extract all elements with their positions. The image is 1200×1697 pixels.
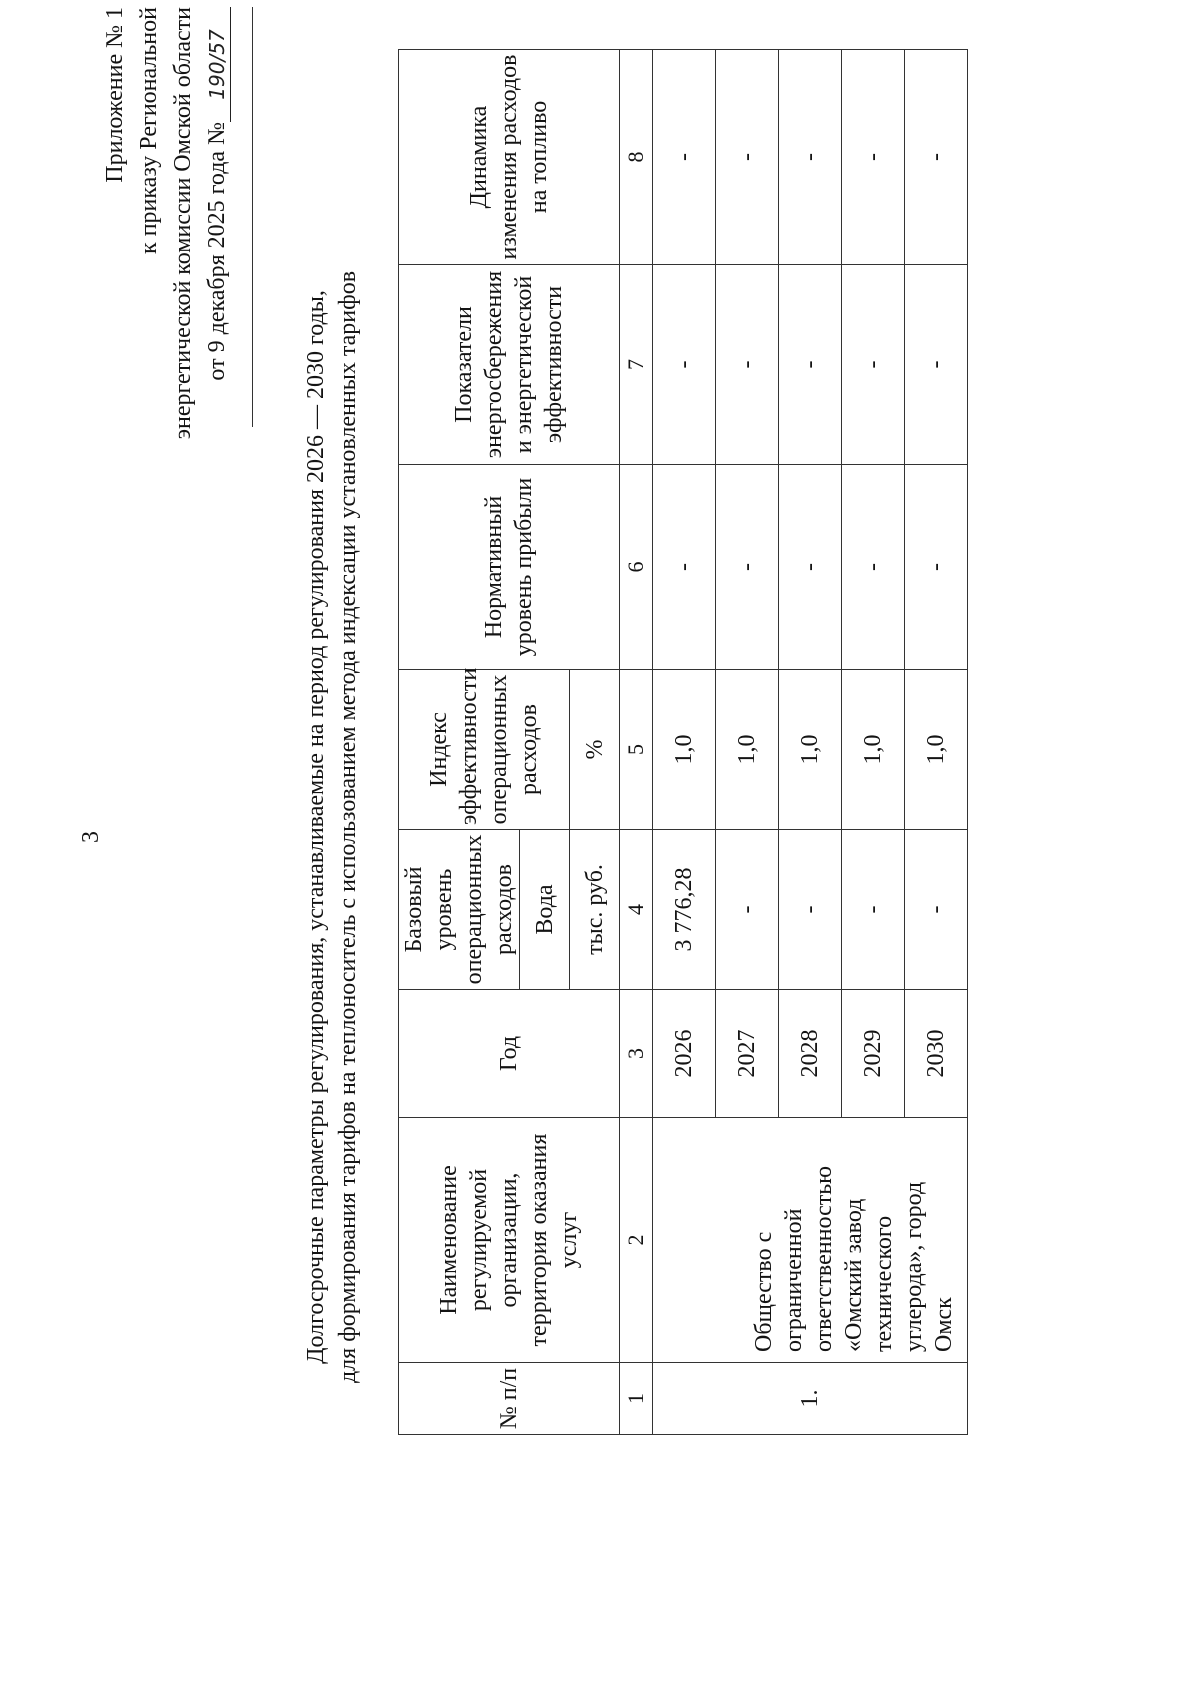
fuel-dynamics-cell: - bbox=[653, 50, 716, 265]
column-index-row bbox=[620, 50, 653, 1435]
header-energy-saving: Показатели энергосбережения и энергетической эффективности bbox=[399, 265, 620, 465]
header-num: № п/п bbox=[399, 1363, 620, 1435]
col-index: 1 bbox=[620, 1363, 653, 1435]
profit-cell: - bbox=[905, 465, 968, 670]
header-base-level: Базовый уровень операционных расходов bbox=[399, 830, 520, 990]
efficiency-index-cell: 1,0 bbox=[842, 670, 905, 830]
energy-saving-cell: - bbox=[779, 265, 842, 465]
document-title bbox=[300, 127, 364, 1527]
signature-underline bbox=[251, 7, 253, 427]
profit-cell: - bbox=[779, 465, 842, 670]
year-cell: 2027 bbox=[716, 990, 779, 1118]
header-row-1 bbox=[399, 50, 460, 1435]
year-cell: 2026 bbox=[653, 990, 716, 1118]
base-level-cell: 3 776,28 bbox=[653, 830, 716, 990]
col-index: 6 bbox=[620, 465, 653, 670]
efficiency-index-cell: 1,0 bbox=[905, 670, 968, 830]
header-profit: Нормативный уровень прибыли bbox=[399, 465, 620, 670]
header-base-unit: тыс. руб. bbox=[570, 830, 620, 990]
profit-cell: - bbox=[842, 465, 905, 670]
base-level-cell: - bbox=[905, 830, 968, 990]
fuel-dynamics-cell: - bbox=[905, 50, 968, 265]
year-cell: 2028 bbox=[779, 990, 842, 1118]
header-efficiency-index: Индекс эффективности операционных расходов bbox=[399, 670, 570, 830]
col-index: 7 bbox=[620, 265, 653, 465]
fuel-dynamics-cell: - bbox=[842, 50, 905, 265]
efficiency-index-cell: 1,0 bbox=[716, 670, 779, 830]
col-index: 4 bbox=[620, 830, 653, 990]
appendix-block bbox=[98, 7, 268, 527]
profit-cell: - bbox=[653, 465, 716, 670]
header-fuel-dynamics: Динамика изменения расходов на топливо bbox=[399, 50, 620, 265]
organization-name: Общество с ограниченной ответственностью «Омский завод технического углерода», город Омск bbox=[653, 1118, 968, 1363]
appendix-commission: энергетической комиссии Омской области bbox=[170, 7, 196, 440]
title-line-2: для формирования тарифов на теплоноситель с использованием метода индексации установленных тарифов bbox=[335, 270, 361, 1384]
energy-saving-cell: - bbox=[653, 265, 716, 465]
energy-saving-cell: - bbox=[716, 265, 779, 465]
year-cell: 2029 bbox=[842, 990, 905, 1118]
title-line-1: Долгосрочные параметры регулирования, устанавливаемые на период регулирования 2026 — 2030 годы, bbox=[303, 290, 329, 1364]
appendix-title: Приложение № 1 bbox=[102, 7, 128, 183]
parameters-table bbox=[398, 49, 968, 1435]
order-number-handwritten: 190/57 bbox=[204, 7, 231, 122]
col-index: 5 bbox=[620, 670, 653, 830]
base-level-cell: - bbox=[842, 830, 905, 990]
efficiency-index-cell: 1,0 bbox=[653, 670, 716, 830]
base-level-cell: - bbox=[779, 830, 842, 990]
row-number: 1. bbox=[653, 1363, 968, 1435]
header-efficiency-unit: % bbox=[570, 670, 620, 830]
page-number: 3 bbox=[78, 831, 104, 843]
year-cell: 2030 bbox=[905, 990, 968, 1118]
appendix-date-line bbox=[200, 7, 234, 527]
efficiency-index-cell: 1,0 bbox=[779, 670, 842, 830]
table-row bbox=[653, 50, 716, 1435]
col-index: 2 bbox=[620, 1118, 653, 1363]
base-level-cell: - bbox=[716, 830, 779, 990]
header-organization: Наименование регулируемой организации, территория оказания услуг bbox=[399, 1118, 620, 1363]
energy-saving-cell: - bbox=[905, 265, 968, 465]
energy-saving-cell: - bbox=[842, 265, 905, 465]
fuel-dynamics-cell: - bbox=[779, 50, 842, 265]
appendix-order-ref: к приказу Региональной bbox=[136, 7, 162, 254]
col-index: 8 bbox=[620, 50, 653, 265]
fuel-dynamics-cell: - bbox=[716, 50, 779, 265]
col-index: 3 bbox=[620, 990, 653, 1118]
header-year: Год bbox=[399, 990, 620, 1118]
profit-cell: - bbox=[716, 465, 779, 670]
appendix-date: от 9 декабря 2025 года № bbox=[204, 122, 230, 381]
header-base-sub: Вода bbox=[520, 830, 570, 990]
